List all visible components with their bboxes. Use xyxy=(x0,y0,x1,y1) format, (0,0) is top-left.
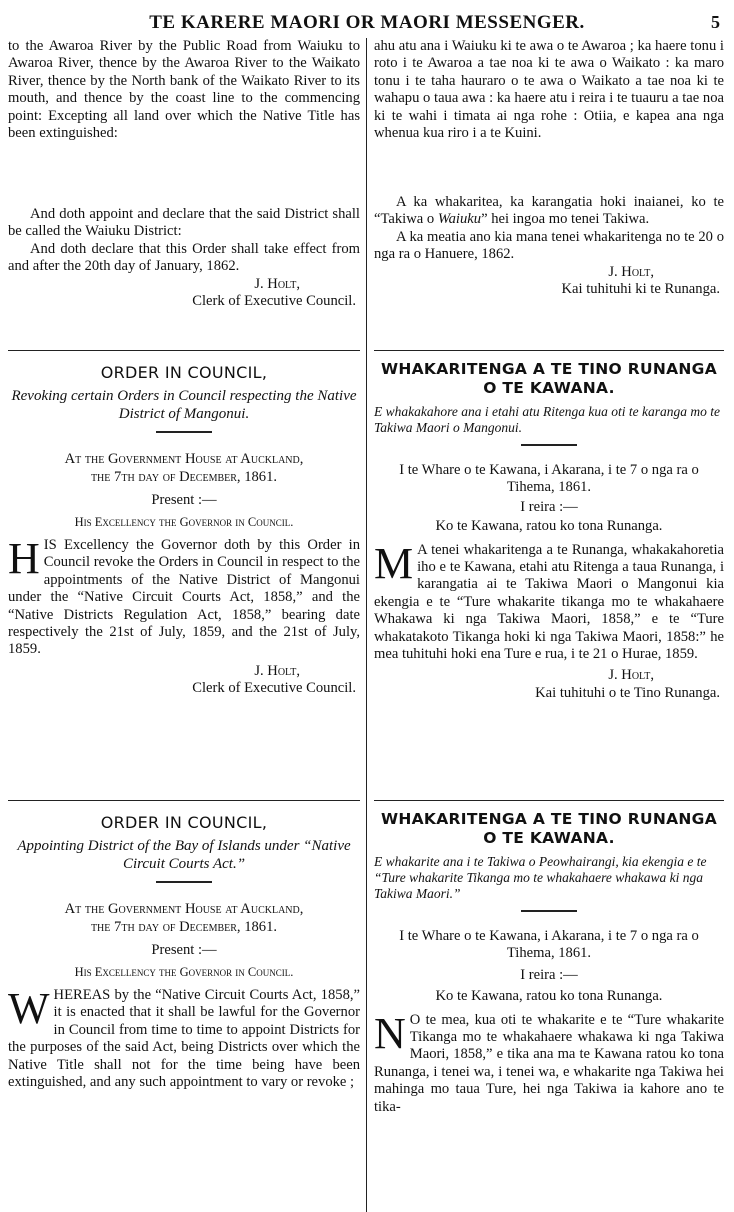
order2-body-block xyxy=(8,984,360,1091)
order2-subtitle: Appointing District of the Bay of Islands under “Native Circuit Courts Act.” xyxy=(17,838,351,873)
page-header xyxy=(0,8,734,38)
order2-governor: His Excellency the Governor in Council. xyxy=(74,964,294,979)
order1-heading: ORDER IN COUNCIL, xyxy=(100,363,268,382)
newspaper-title: TE KARERE MAORI OR MAORI MESSENGER. xyxy=(149,12,585,33)
order2-heading: ORDER IN COUNCIL, xyxy=(100,813,268,832)
order1-section xyxy=(8,364,360,698)
order1-dropcap: M xyxy=(374,538,414,588)
section-divider xyxy=(8,800,360,801)
effect-paragraph: A ka meatia ano kia mana tenei whakaritenga no te 20 o nga ra o Hanuere, 1862. xyxy=(374,228,724,263)
order2-present: Present :— xyxy=(151,942,217,959)
signature-name: J. Holt, xyxy=(608,667,654,684)
order2-dropcap: W xyxy=(8,984,50,1034)
order2-place: At the Government House at Auckland, xyxy=(64,901,304,918)
page-number: 5 xyxy=(711,12,720,32)
order1-governor: His Excellency the Governor in Council. xyxy=(74,514,294,529)
order2-section xyxy=(374,810,724,1116)
order1-dropcap: H xyxy=(8,534,40,584)
order1-section xyxy=(374,360,724,702)
signature-title: Kai tuhituhi ki te Runanga. xyxy=(561,281,720,298)
appoint-paragraph: And doth appoint and declare that the said District shall be called the Waiuku District: xyxy=(8,206,360,240)
order2-body-block xyxy=(374,1008,724,1116)
column-divider xyxy=(366,38,367,1212)
signature-title: Clerk of Executive Council. xyxy=(192,293,356,310)
appoint-after: ” hei ingoa mo tenei Takiwa. xyxy=(481,211,650,228)
short-rule xyxy=(521,444,577,446)
order1-heading: WHAKARITENGA A TE TINO RUNANGA O TE KAWANA. xyxy=(380,360,718,397)
left-appoint-section xyxy=(8,206,360,310)
short-rule xyxy=(521,910,577,912)
order1-body: A tenei whakaritenga a te Runanga, whakakahoretia iho e te Kawana, etahi atu Ritenga a taua Runanga, i karangatia ai te Takiwa Maori o Mangonui kia ekengia e te “Ture whakarite tikanga mo te whakahaere Whakawa ki nga Takiwa Maori, 1858,” e te “Ture whakatakoto Tikanga hoki ki nga Takiwa Maori, 1858:” he mea tuhituhi hoki ena Ture e rua, i te 21 o Hurae, 1859. xyxy=(374,541,724,663)
signature-title: Clerk of Executive Council. xyxy=(192,680,356,697)
signature-title: Kai tuhituhi o te Tino Runanga. xyxy=(535,684,720,701)
order2-dropcap: N xyxy=(374,1008,406,1058)
section-divider xyxy=(374,350,724,351)
signature-name: J. Holt, xyxy=(608,263,654,280)
appoint-before: A ka whakaritea, ka karangatia hoki inaianei, ko te “Takiwa o xyxy=(374,194,724,228)
order1-place: I te Whare o te Kawana, i Akarana, i te 7 o nga ra o Tihema, 1861. xyxy=(399,462,699,496)
order2-section xyxy=(8,814,360,1091)
order2-subtitle: E whakarite ana i te Takiwa o Peowhairangi, kia ekengia e te “Ture whakarite Tikanga mo te whakahaere whakawa ki nga Takiwa Maori.” xyxy=(374,854,707,901)
order1-body: IS Excellency the Governor doth by this Order in Council revoke the Orders in Council in respect to the appointments of the Native District of Mangonui under the “Native Circuit Courts Act, 1858,” and the “Native Districts Regulation Act, 1858,” bearing date respectively the 21st of July, 1859, and the 21st of July, 1859. xyxy=(8,537,360,658)
page-body xyxy=(8,38,722,1212)
boundary-paragraph: to the Awaroa River by the Public Road from Waiuku to Awaroa River, thence by the Awaroa River to the Waikato River, thence by the North bank of the Waikato River to its mouth, and thence by the coast line to the commencing point: Excepting all land over which the Native Title has been extinguished: xyxy=(8,38,360,142)
order1-present: Present :— xyxy=(151,492,217,509)
boundary-paragraph: ahu atu ana i Waiuku ki te awa o te Awaroa ; ka haere tonu i roto i te Awaroa a tae noa ki te awa o Waikato : ka maro tonu i te taha hauraro o te awa o Waikato a tae noa ki te wahapu o taua awa : ka haere atu i reira i te tuauru a tae noa ki te wahi i timata ai nga rohe : Otiia, e kapea ana nga whenua kua riro i a te Kuini. xyxy=(374,38,724,142)
effect-paragraph: And doth declare that this Order shall take effect from and after the 20th day of January, 1862. xyxy=(8,240,360,275)
signature-name: J. Holt, xyxy=(254,662,300,679)
right-appoint-section xyxy=(374,194,724,298)
order1-body-block xyxy=(8,534,360,659)
left-top-section xyxy=(8,38,360,142)
order2-place: I te Whare o te Kawana, i Akarana, i te 7 o nga ra o Tihema, 1861. xyxy=(399,928,699,962)
short-rule xyxy=(156,881,212,883)
order1-governor: Ko te Kawana, ratou ko tona Runanga. xyxy=(435,518,663,535)
order2-governor: Ko te Kawana, ratou ko tona Runanga. xyxy=(435,988,663,1005)
order2-body: O te mea, kua oti te whakarite e te “Ture whakarite Tikanga mo te whakahaere whakawa ki nga Takiwa Maori, 1858,” e tika ana ma te Kawana ratou ko tona Runanga, i tenei wa, i tenei wa, e whakarite nga Takiwa hei mahinga mo taua Ture, hei nga Takiwa ia kahore ano te tika- xyxy=(374,1011,724,1115)
signature-name: J. Holt, xyxy=(254,275,300,292)
order1-place: At the Government House at Auckland, xyxy=(64,451,304,468)
appoint-paragraph xyxy=(374,194,724,229)
order2-date: the 7th day of December, 1861. xyxy=(90,918,278,935)
order1-present: I reira :— xyxy=(520,498,578,515)
right-top-section xyxy=(374,38,724,142)
order1-subtitle: Revoking certain Orders in Council respecting the Native District of Mangonui. xyxy=(11,388,357,423)
order1-date: the 7th day of December, 1861. xyxy=(90,468,278,485)
section-divider xyxy=(374,800,724,801)
short-rule xyxy=(156,431,212,433)
appoint-italic: Waiuku xyxy=(437,211,482,228)
order1-subtitle: E whakakahore ana i etahi atu Ritenga kua oti te karanga mo te Takiwa Maori o Mangonui. xyxy=(374,404,720,435)
order2-body: HEREAS by the “Native Circuit Courts Act, 1858,” it is enacted that it shall be lawful for the Governor in Council from time to time to appoint Districts for the purposes of the said Act, being Districts over which the Native Title shall not for the time being have been extinguished, and any such appointment to vary or revoke ; xyxy=(8,987,360,1091)
order1-body-block xyxy=(374,538,724,664)
section-divider xyxy=(8,350,360,351)
order2-heading: WHAKARITENGA A TE TINO RUNANGA O TE KAWANA. xyxy=(380,810,718,847)
order2-present: I reira :— xyxy=(520,966,578,983)
